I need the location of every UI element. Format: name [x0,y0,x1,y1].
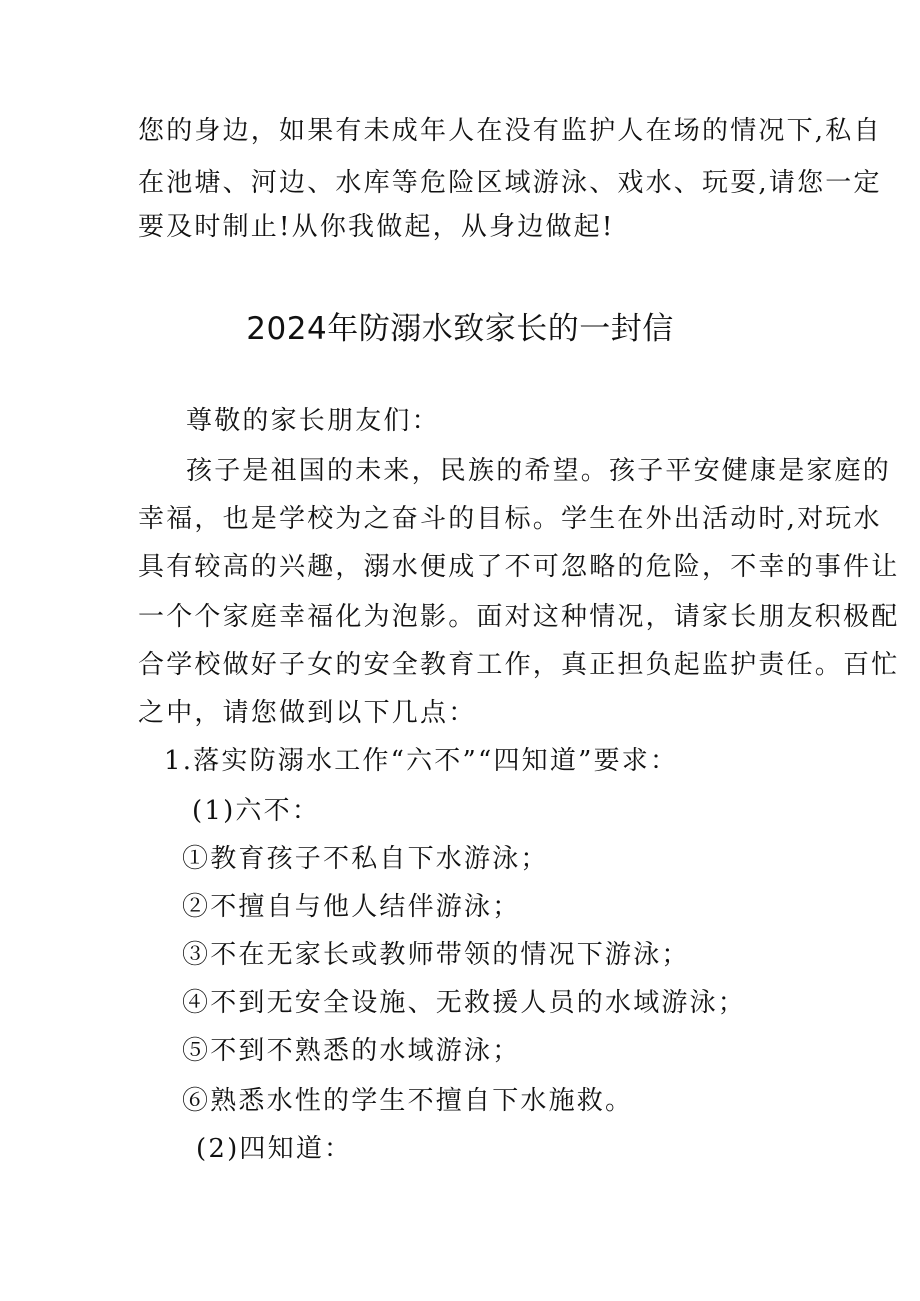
salutation: 尊敬的家长朋友们： [186,406,440,436]
six-nots-item-1: ①教育孩子不私自下水游泳； [182,844,549,874]
continuation-line-3: 要及时制止!从你我做起，从身边做起! [138,212,615,242]
six-nots-item-5: ⑤不到不熟悉的水域游泳； [182,1036,521,1066]
letter-title: 2024年防溺水致家长的一封信 [246,311,674,347]
paragraph-line-6: 之中，请您做到以下几点： [138,698,477,728]
six-nots-item-3: ③不在无家长或教师带领的情况下游泳； [182,940,690,970]
paragraph-line-3: 具有较高的兴趣，溺水便成了不可忽略的危险，不幸的事件让 [138,552,900,582]
paragraph-line-5: 合学校做好子女的安全教育工作，真正担负起监护责任。百忙 [138,650,900,680]
continuation-line-2: 在池塘、河边、水库等危险区域游泳、戏水、玩耍,请您一定 [138,168,882,198]
item1-heading: 1.落实防溺水工作“六不”“四知道”要求： [164,746,679,776]
paragraph-line-4: 一个个家庭幸福化为泡影。面对这种情况，请家长朋友积极配 [138,602,900,632]
paragraph-line-1: 孩子是祖国的未来，民族的希望。孩子平安健康是家庭的 [186,456,892,486]
continuation-line-1: 您的身边，如果有未成年人在没有监护人在场的情况下,私自 [138,116,882,146]
six-nots-item-6: ⑥熟悉水性的学生不擅自下水施救。 [182,1086,634,1116]
sub2-heading: (2)四知道： [196,1134,353,1164]
sub1-heading: (1)六不： [192,796,321,826]
paragraph-line-2: 幸福，也是学校为之奋斗的目标。学生在外出活动时,对玩水 [138,504,882,534]
six-nots-item-4: ④不到无安全设施、无救援人员的水域游泳； [182,988,747,1018]
six-nots-item-2: ②不擅自与他人结伴游泳； [182,892,521,922]
